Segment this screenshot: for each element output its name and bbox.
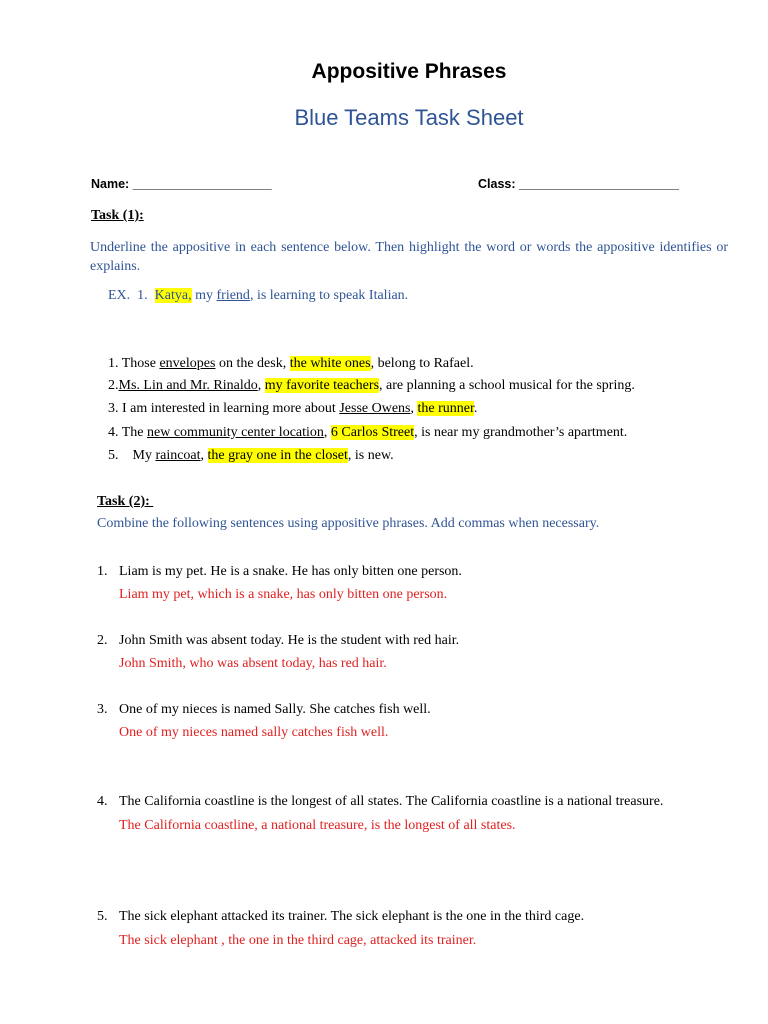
page-title: Appositive Phrases — [311, 60, 507, 83]
question-text: John Smith was absent today. He is the student with red hair. — [119, 633, 460, 648]
answer-text: The sick elephant , the one in the third cage, attacked its trainer. — [119, 933, 477, 948]
sentence-text: , — [257, 378, 265, 393]
question-text: One of my nieces is named Sally. She catches fish well. — [119, 702, 431, 717]
example-suffix: , is learning to speak Italian. — [249, 288, 409, 303]
class-label: Class: — [478, 177, 516, 191]
example-highlight: Katya, — [154, 288, 192, 303]
answer-text: One of my nieces named sally catches fish well. — [119, 725, 389, 740]
task1-sentence — [108, 378, 635, 394]
sentence-text: , belong to Rafael. — [370, 356, 474, 371]
sentence-text: 2. — [108, 378, 119, 393]
answer-text: Liam my pet, which is a snake, has only bitten one person. — [119, 587, 448, 602]
identified-noun-underline: new community center location — [147, 425, 324, 440]
sentence-text: , is new. — [347, 448, 394, 463]
task1-sentence — [108, 448, 394, 464]
example-prefix: EX. 1. — [108, 288, 155, 303]
task1-sentence — [108, 425, 627, 441]
sentence-text: , — [200, 448, 208, 463]
sentence-text: 1. Those — [108, 356, 160, 371]
task2-heading: Task (2): — [97, 494, 154, 509]
appositive-highlight: the runner — [417, 401, 474, 416]
page-subtitle: Blue Teams Task Sheet — [294, 105, 524, 130]
question-number: 5. — [97, 909, 108, 924]
sentence-text: . — [473, 401, 478, 416]
answer-text: John Smith, who was absent today, has red hair. — [119, 656, 387, 671]
task1-sentence — [108, 401, 477, 417]
appositive-highlight: the gray one in the closet — [207, 448, 348, 463]
sentence-text: , — [323, 425, 331, 440]
question-number: 1. — [97, 564, 108, 579]
name-blank: ____________________ — [129, 177, 272, 191]
answer-text: The California coastline, a national treasure, is the longest of all states. — [119, 818, 516, 833]
sentence-text: , — [410, 401, 418, 416]
sentence-text: , is near my grandmother’s apartment. — [414, 425, 628, 440]
task1-sentence — [108, 356, 474, 372]
task2-instructions: Combine the following sentences using appositive phrases. Add commas when necessary. — [97, 516, 600, 531]
sentence-text: 3. I am interested in learning more about — [108, 401, 340, 416]
task1-heading: Task (1): — [91, 208, 144, 223]
sentence-text: 4. The — [108, 425, 148, 440]
class-blank: _______________________ — [515, 177, 679, 191]
question-text: The sick elephant attacked its trainer. The sick elephant is the one in the third cage. — [119, 909, 585, 924]
question-number: 2. — [97, 633, 108, 648]
appositive-highlight: the white ones — [289, 356, 371, 371]
sentence-text: on the desk, — [215, 356, 290, 371]
question-text: Liam is my pet. He is a snake. He has only bitten one person. — [119, 564, 462, 579]
task1-instructions: Underline the appositive in each sentence below. Then highlight the word or words the appositive identifies or explains. — [90, 240, 728, 274]
task1-example — [108, 288, 408, 304]
identified-noun-underline: Jesse Owens — [339, 401, 411, 416]
sentence-text: , are planning a school musical for the spring. — [379, 378, 635, 393]
example-underline: friend — [216, 288, 250, 303]
question-number: 4. — [97, 794, 108, 809]
identified-noun-underline: raincoat — [155, 448, 201, 463]
identified-noun-underline: Ms. Lin and Mr. Rinaldo — [118, 378, 258, 393]
sentence-text: 5. My — [108, 448, 156, 463]
name-label: Name: — [91, 177, 130, 191]
appositive-highlight: my favorite teachers — [264, 378, 380, 393]
class-field — [478, 177, 679, 191]
appositive-highlight: 6 Carlos Street — [330, 425, 415, 440]
identified-noun-underline: envelopes — [159, 356, 216, 371]
example-mid: my — [191, 288, 217, 303]
name-field — [91, 177, 272, 191]
question-number: 3. — [97, 702, 108, 717]
question-text: The California coastline is the longest of all states. The California coastline is a national treasure. — [119, 794, 664, 809]
